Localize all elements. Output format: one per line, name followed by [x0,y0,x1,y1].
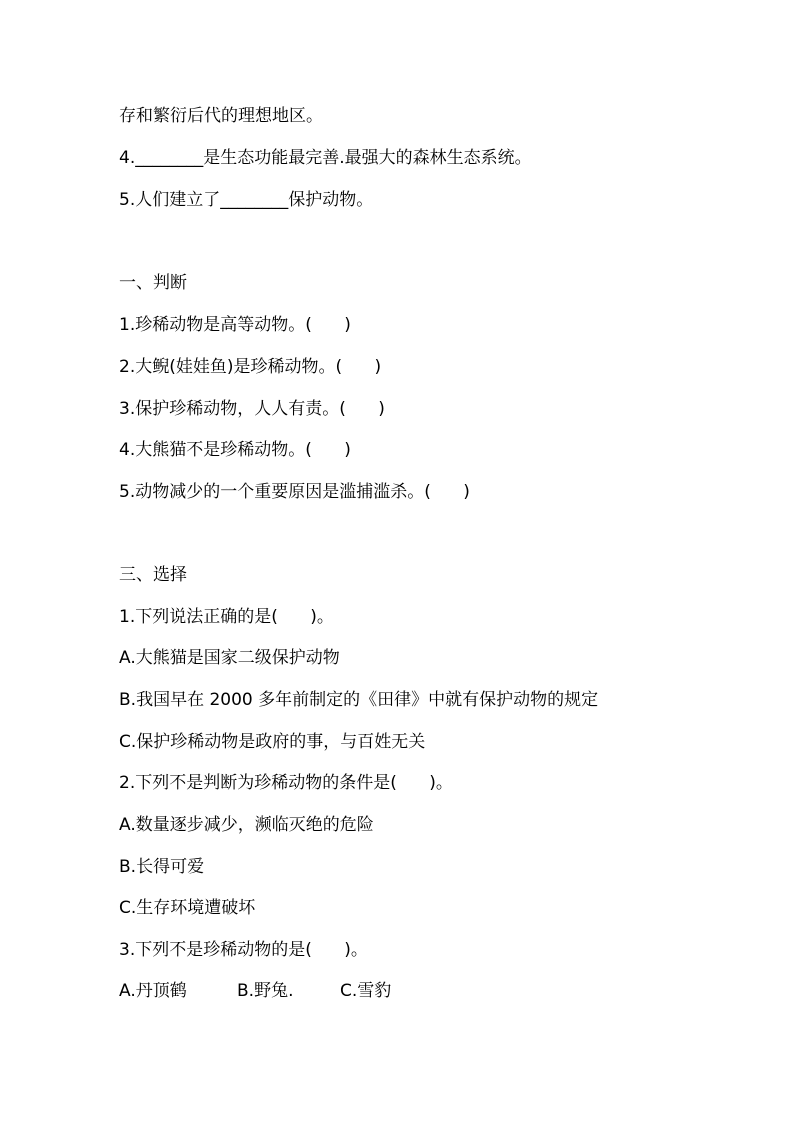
fill-question-5: 5.人们建立了________保护动物。 [119,190,374,210]
fill-question-4: 4.________是生态功能最完善.最强大的森林生态系统。 [119,148,532,168]
judge-item-4: 4.大熊猫不是珍稀动物。( ) [119,440,351,460]
judge-item-2: 2.大鲵(娃娃鱼)是珍稀动物。( ) [119,357,382,377]
choice-q1-option-c: C.保护珍稀动物是政府的事，与百姓无关 [119,732,426,752]
choice-q3-options [119,979,391,1003]
choice-q3-option-a: A.丹顶鹤 [119,981,187,1001]
intro-continuation: 存和繁衍后代的理想地区。 [119,106,323,126]
judge-item-3: 3.保护珍稀动物，人人有责。( ) [119,399,385,419]
choice-q3-option-b: B.野兔. [237,981,294,1001]
judge-item-1: 1.珍稀动物是高等动物。( ) [119,315,351,335]
choice-q1-option-b: B.我国早在 2000 多年前制定的《田律》中就有保护动物的规定 [119,690,599,710]
choice-q1-stem: 1.下列说法正确的是( )。 [119,607,334,627]
choice-q2-option-c: C.生存环境遭破坏 [119,898,256,918]
choice-q2-stem: 2.下列不是判断为珍稀动物的条件是( )。 [119,773,453,793]
choice-q1-option-a: A.大熊猫是国家二级保护动物 [119,648,340,668]
choice-q3-stem: 3.下列不是珍稀动物的是( )。 [119,940,368,960]
judge-item-5: 5.动物减少的一个重要原因是滥捕滥杀。( ) [119,482,470,502]
choice-q2-option-b: B.长得可爱 [119,857,205,877]
choice-q3-option-c: C.雪豹 [340,981,392,1001]
choice-q2-option-a: A.数量逐步减少，濒临灭绝的危险 [119,815,374,835]
section-heading-choice: 三、选择 [119,565,187,585]
section-heading-judge: 一、判断 [119,273,187,293]
